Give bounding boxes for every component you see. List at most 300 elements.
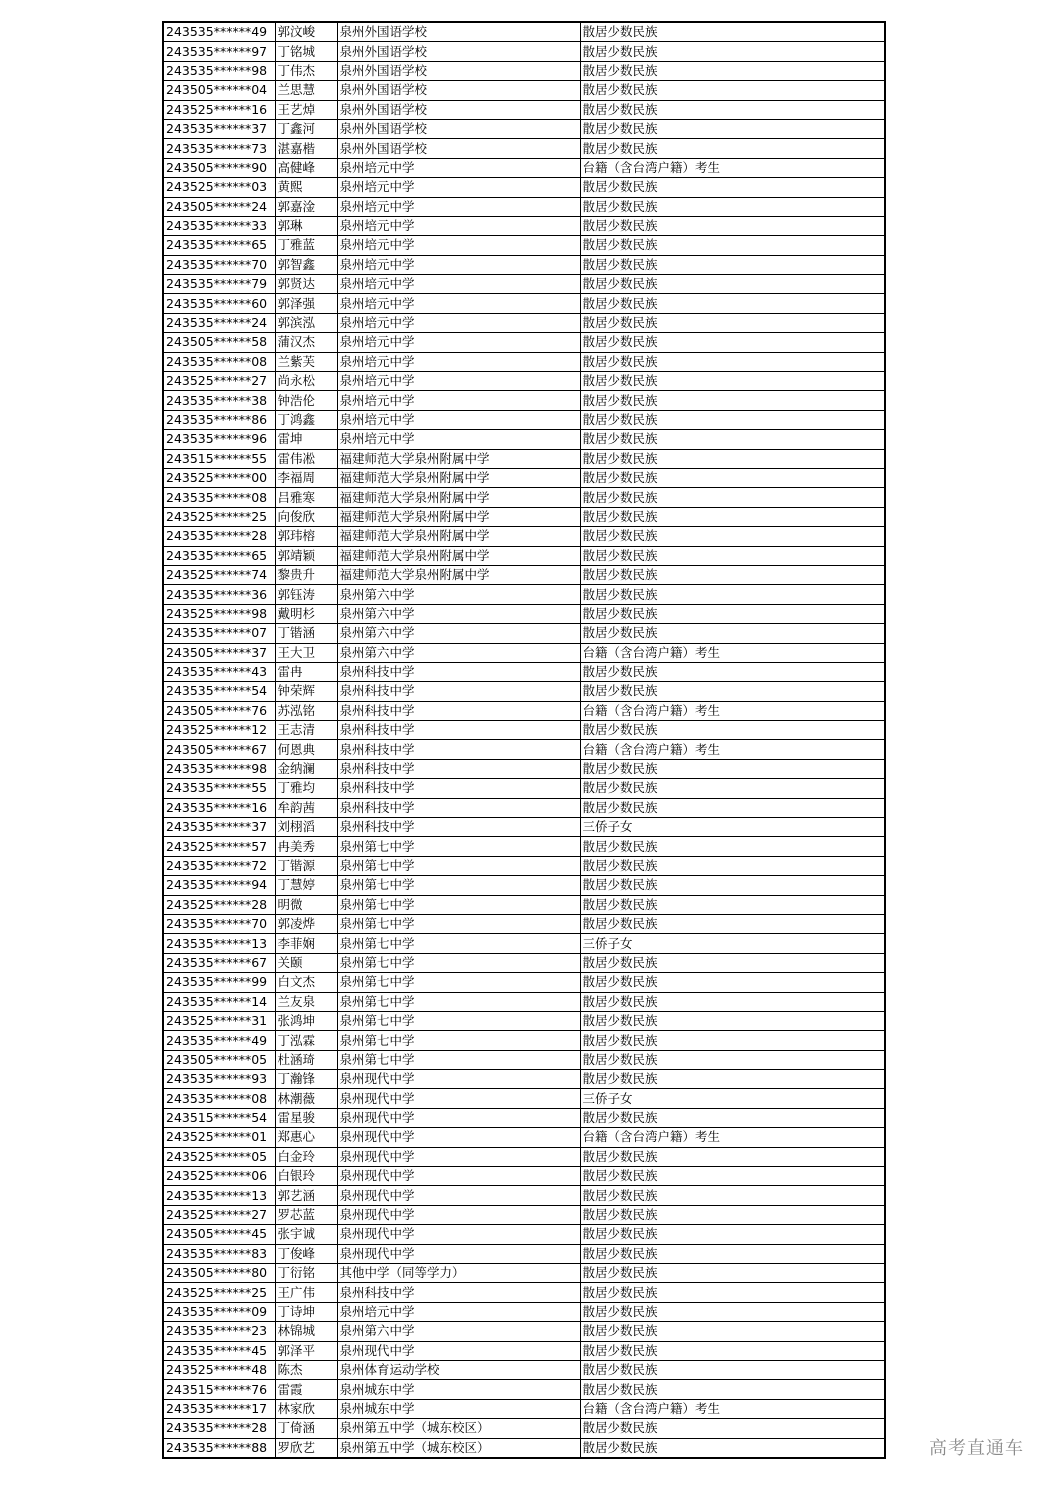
category-cell: 散居少数民族 xyxy=(580,333,884,352)
student-name-cell: 黄熙 xyxy=(275,178,337,197)
school-cell: 福建师范大学泉州附属中学 xyxy=(337,488,580,507)
table-row xyxy=(164,507,884,526)
school-cell: 泉州现代中学 xyxy=(337,1128,580,1147)
table-row xyxy=(164,1128,884,1147)
school-cell: 泉州第七中学 xyxy=(337,953,580,972)
table-row xyxy=(164,914,884,933)
table-row xyxy=(164,1147,884,1166)
candidate-id-cell: 243525******27 xyxy=(164,1205,275,1224)
candidate-id-cell: 243535******17 xyxy=(164,1399,275,1418)
school-cell: 泉州科技中学 xyxy=(337,701,580,720)
table-row xyxy=(164,197,884,216)
roster-table-body xyxy=(164,23,884,1457)
category-cell: 散居少数民族 xyxy=(580,430,884,449)
school-cell: 泉州现代中学 xyxy=(337,1205,580,1224)
category-cell: 散居少数民族 xyxy=(580,23,884,42)
category-cell: 散居少数民族 xyxy=(580,255,884,274)
student-name-cell: 丁雅蓝 xyxy=(275,236,337,255)
student-name-cell: 郭艺涵 xyxy=(275,1186,337,1205)
school-cell: 泉州培元中学 xyxy=(337,236,580,255)
school-cell: 福建师范大学泉州附属中学 xyxy=(337,449,580,468)
table-row xyxy=(164,1089,884,1108)
school-cell: 泉州第七中学 xyxy=(337,856,580,875)
category-cell: 散居少数民族 xyxy=(580,178,884,197)
category-cell: 三侨子女 xyxy=(580,1089,884,1108)
candidate-id-cell: 243525******16 xyxy=(164,100,275,119)
school-cell: 泉州外国语学校 xyxy=(337,23,580,42)
school-cell: 泉州培元中学 xyxy=(337,1302,580,1321)
category-cell: 散居少数民族 xyxy=(580,139,884,158)
student-name-cell: 丁雅均 xyxy=(275,779,337,798)
category-cell: 散居少数民族 xyxy=(580,721,884,740)
table-row xyxy=(164,953,884,972)
table-row xyxy=(164,1108,884,1127)
student-name-cell: 何恩典 xyxy=(275,740,337,759)
student-name-cell: 郭泽强 xyxy=(275,294,337,313)
category-cell: 散居少数民族 xyxy=(580,1283,884,1302)
student-name-cell: 戴明杉 xyxy=(275,604,337,623)
school-cell: 泉州科技中学 xyxy=(337,721,580,740)
table-row xyxy=(164,973,884,992)
student-name-cell: 李福周 xyxy=(275,468,337,487)
category-cell: 散居少数民族 xyxy=(580,507,884,526)
student-name-cell: 兰思慧 xyxy=(275,81,337,100)
table-row xyxy=(164,81,884,100)
table-row xyxy=(164,236,884,255)
candidate-id-cell: 243535******67 xyxy=(164,953,275,972)
school-cell: 泉州培元中学 xyxy=(337,158,580,177)
category-cell: 散居少数民族 xyxy=(580,759,884,778)
candidate-id-cell: 243505******67 xyxy=(164,740,275,759)
school-cell: 泉州第七中学 xyxy=(337,992,580,1011)
candidate-id-cell: 243535******94 xyxy=(164,876,275,895)
candidate-id-cell: 243525******06 xyxy=(164,1167,275,1186)
table-row xyxy=(164,275,884,294)
category-cell: 散居少数民族 xyxy=(580,1011,884,1030)
school-cell: 泉州现代中学 xyxy=(337,1225,580,1244)
candidate-id-cell: 243535******28 xyxy=(164,1419,275,1438)
student-name-cell: 郑惠心 xyxy=(275,1128,337,1147)
table-row xyxy=(164,721,884,740)
roster-table xyxy=(164,23,884,1457)
student-name-cell: 杜涵琦 xyxy=(275,1050,337,1069)
table-row xyxy=(164,100,884,119)
school-cell: 泉州现代中学 xyxy=(337,1108,580,1127)
table-row xyxy=(164,1264,884,1283)
student-name-cell: 丁倚涵 xyxy=(275,1419,337,1438)
category-cell: 散居少数民族 xyxy=(580,1380,884,1399)
table-row xyxy=(164,1283,884,1302)
student-name-cell: 郭凌烨 xyxy=(275,914,337,933)
category-cell: 散居少数民族 xyxy=(580,546,884,565)
category-cell: 散居少数民族 xyxy=(580,1360,884,1379)
candidate-id-cell: 243535******23 xyxy=(164,1322,275,1341)
school-cell: 泉州培元中学 xyxy=(337,275,580,294)
school-cell: 泉州外国语学校 xyxy=(337,61,580,80)
category-cell: 散居少数民族 xyxy=(580,1322,884,1341)
table-row xyxy=(164,934,884,953)
category-cell: 散居少数民族 xyxy=(580,372,884,391)
candidate-id-cell: 243535******70 xyxy=(164,255,275,274)
candidate-id-cell: 243505******05 xyxy=(164,1050,275,1069)
school-cell: 泉州科技中学 xyxy=(337,1283,580,1302)
table-row xyxy=(164,23,884,42)
student-name-cell: 钟荣辉 xyxy=(275,682,337,701)
table-row xyxy=(164,1050,884,1069)
category-cell: 散居少数民族 xyxy=(580,973,884,992)
category-cell: 散居少数民族 xyxy=(580,604,884,623)
student-name-cell: 王艺焯 xyxy=(275,100,337,119)
category-cell: 散居少数民族 xyxy=(580,391,884,410)
table-row xyxy=(164,1360,884,1379)
student-name-cell: 林家欣 xyxy=(275,1399,337,1418)
category-cell: 散居少数民族 xyxy=(580,1070,884,1089)
table-row xyxy=(164,313,884,332)
candidate-id-cell: 243535******49 xyxy=(164,1031,275,1050)
student-name-cell: 罗芯蓝 xyxy=(275,1205,337,1224)
candidate-id-cell: 243505******37 xyxy=(164,643,275,662)
student-name-cell: 林潮薇 xyxy=(275,1089,337,1108)
category-cell: 台籍（含台湾户籍）考生 xyxy=(580,1399,884,1418)
school-cell: 泉州外国语学校 xyxy=(337,139,580,158)
category-cell: 散居少数民族 xyxy=(580,81,884,100)
candidate-id-cell: 243505******04 xyxy=(164,81,275,100)
table-row xyxy=(164,1399,884,1418)
table-row xyxy=(164,1322,884,1341)
student-name-cell: 吕雅寒 xyxy=(275,488,337,507)
category-cell: 散居少数民族 xyxy=(580,1264,884,1283)
school-cell: 泉州第七中学 xyxy=(337,1031,580,1050)
table-row xyxy=(164,1341,884,1360)
student-name-cell: 丁诗坤 xyxy=(275,1302,337,1321)
table-row xyxy=(164,1302,884,1321)
school-cell: 泉州科技中学 xyxy=(337,662,580,681)
school-cell: 泉州培元中学 xyxy=(337,391,580,410)
candidate-id-cell: 243535******37 xyxy=(164,818,275,837)
table-row xyxy=(164,895,884,914)
student-name-cell: 丁鸿鑫 xyxy=(275,410,337,429)
candidate-id-cell: 243535******79 xyxy=(164,275,275,294)
school-cell: 泉州培元中学 xyxy=(337,430,580,449)
category-cell: 散居少数民族 xyxy=(580,1205,884,1224)
school-cell: 福建师范大学泉州附属中学 xyxy=(337,565,580,584)
candidate-id-cell: 243535******33 xyxy=(164,216,275,235)
student-name-cell: 兰友泉 xyxy=(275,992,337,1011)
candidate-id-cell: 243525******48 xyxy=(164,1360,275,1379)
category-cell: 散居少数民族 xyxy=(580,1167,884,1186)
school-cell: 泉州第七中学 xyxy=(337,876,580,895)
table-row xyxy=(164,837,884,856)
school-cell: 泉州外国语学校 xyxy=(337,119,580,138)
candidate-id-cell: 243525******05 xyxy=(164,1147,275,1166)
candidate-id-cell: 243505******58 xyxy=(164,333,275,352)
table-row xyxy=(164,1244,884,1263)
school-cell: 泉州外国语学校 xyxy=(337,100,580,119)
student-name-cell: 兰紫芙 xyxy=(275,352,337,371)
table-row xyxy=(164,139,884,158)
candidate-id-cell: 243535******07 xyxy=(164,624,275,643)
candidate-id-cell: 243525******98 xyxy=(164,604,275,623)
category-cell: 散居少数民族 xyxy=(580,1031,884,1050)
table-row xyxy=(164,701,884,720)
school-cell: 福建师范大学泉州附属中学 xyxy=(337,468,580,487)
school-cell: 泉州外国语学校 xyxy=(337,42,580,61)
category-cell: 台籍（含台湾户籍）考生 xyxy=(580,701,884,720)
student-name-cell: 郭靖颖 xyxy=(275,546,337,565)
table-row xyxy=(164,759,884,778)
table-row xyxy=(164,488,884,507)
student-name-cell: 白文杰 xyxy=(275,973,337,992)
category-cell: 散居少数民族 xyxy=(580,100,884,119)
student-name-cell: 金纳澜 xyxy=(275,759,337,778)
category-cell: 散居少数民族 xyxy=(580,1147,884,1166)
candidate-id-cell: 243535******08 xyxy=(164,488,275,507)
school-cell: 泉州培元中学 xyxy=(337,255,580,274)
candidate-id-cell: 243535******83 xyxy=(164,1244,275,1263)
category-cell: 散居少数民族 xyxy=(580,527,884,546)
category-cell: 散居少数民族 xyxy=(580,953,884,972)
school-cell: 福建师范大学泉州附属中学 xyxy=(337,527,580,546)
table-row xyxy=(164,740,884,759)
student-name-cell: 王志清 xyxy=(275,721,337,740)
student-name-cell: 湛嘉楷 xyxy=(275,139,337,158)
category-cell: 散居少数民族 xyxy=(580,895,884,914)
category-cell: 散居少数民族 xyxy=(580,449,884,468)
table-row xyxy=(164,255,884,274)
student-name-cell: 郭嘉淦 xyxy=(275,197,337,216)
category-cell: 台籍（含台湾户籍）考生 xyxy=(580,1128,884,1147)
table-row xyxy=(164,1031,884,1050)
student-name-cell: 刘栩滔 xyxy=(275,818,337,837)
table-row xyxy=(164,158,884,177)
table-row xyxy=(164,527,884,546)
category-cell: 散居少数民族 xyxy=(580,565,884,584)
student-name-cell: 郭智鑫 xyxy=(275,255,337,274)
school-cell: 泉州培元中学 xyxy=(337,372,580,391)
table-row xyxy=(164,178,884,197)
category-cell: 散居少数民族 xyxy=(580,352,884,371)
candidate-id-cell: 243535******70 xyxy=(164,914,275,933)
category-cell: 散居少数民族 xyxy=(580,313,884,332)
table-row xyxy=(164,818,884,837)
student-name-cell: 郭贤达 xyxy=(275,275,337,294)
school-cell: 泉州第六中学 xyxy=(337,604,580,623)
student-name-cell: 王大卫 xyxy=(275,643,337,662)
table-row xyxy=(164,430,884,449)
category-cell: 散居少数民族 xyxy=(580,1302,884,1321)
candidate-id-cell: 243515******55 xyxy=(164,449,275,468)
watermark-text: 高考直通车 xyxy=(929,1438,1024,1459)
student-name-cell: 冉美秀 xyxy=(275,837,337,856)
category-cell: 散居少数民族 xyxy=(580,119,884,138)
student-name-cell: 郭汶峻 xyxy=(275,23,337,42)
school-cell: 泉州城东中学 xyxy=(337,1399,580,1418)
category-cell: 三侨子女 xyxy=(580,934,884,953)
candidate-id-cell: 243525******00 xyxy=(164,468,275,487)
student-name-cell: 郭玮榕 xyxy=(275,527,337,546)
school-cell: 福建师范大学泉州附属中学 xyxy=(337,507,580,526)
school-cell: 泉州第七中学 xyxy=(337,1050,580,1069)
school-cell: 泉州培元中学 xyxy=(337,216,580,235)
student-name-cell: 陈杰 xyxy=(275,1360,337,1379)
student-name-cell: 雷伟凇 xyxy=(275,449,337,468)
school-cell: 泉州第五中学（城东校区） xyxy=(337,1438,580,1457)
roster-table-frame xyxy=(162,21,886,1459)
student-name-cell: 雷坤 xyxy=(275,430,337,449)
table-row xyxy=(164,585,884,604)
category-cell: 散居少数民族 xyxy=(580,779,884,798)
candidate-id-cell: 243535******98 xyxy=(164,759,275,778)
candidate-id-cell: 243525******31 xyxy=(164,1011,275,1030)
category-cell: 散居少数民族 xyxy=(580,1225,884,1244)
candidate-id-cell: 243505******24 xyxy=(164,197,275,216)
table-row xyxy=(164,1167,884,1186)
candidate-id-cell: 243535******28 xyxy=(164,527,275,546)
table-row xyxy=(164,662,884,681)
student-name-cell: 丁锴涵 xyxy=(275,624,337,643)
student-name-cell: 白银玲 xyxy=(275,1167,337,1186)
candidate-id-cell: 243535******24 xyxy=(164,313,275,332)
table-row xyxy=(164,1011,884,1030)
table-row xyxy=(164,565,884,584)
school-cell: 泉州培元中学 xyxy=(337,197,580,216)
school-cell: 泉州第七中学 xyxy=(337,895,580,914)
school-cell: 泉州科技中学 xyxy=(337,759,580,778)
candidate-id-cell: 243535******60 xyxy=(164,294,275,313)
candidate-id-cell: 243525******27 xyxy=(164,372,275,391)
student-name-cell: 丁俊峰 xyxy=(275,1244,337,1263)
candidate-id-cell: 243535******88 xyxy=(164,1438,275,1457)
table-row xyxy=(164,546,884,565)
candidate-id-cell: 243535******54 xyxy=(164,682,275,701)
table-row xyxy=(164,856,884,875)
school-cell: 泉州第七中学 xyxy=(337,914,580,933)
school-cell: 其他中学（同等学力） xyxy=(337,1264,580,1283)
student-name-cell: 丁慧婷 xyxy=(275,876,337,895)
category-cell: 散居少数民族 xyxy=(580,488,884,507)
table-row xyxy=(164,333,884,352)
student-name-cell: 苏泓铭 xyxy=(275,701,337,720)
candidate-id-cell: 243525******25 xyxy=(164,507,275,526)
category-cell: 台籍（含台湾户籍）考生 xyxy=(580,158,884,177)
student-name-cell: 丁鑫河 xyxy=(275,119,337,138)
table-row xyxy=(164,604,884,623)
category-cell: 散居少数民族 xyxy=(580,682,884,701)
candidate-id-cell: 243535******73 xyxy=(164,139,275,158)
category-cell: 散居少数民族 xyxy=(580,468,884,487)
student-name-cell: 郭滨泓 xyxy=(275,313,337,332)
student-name-cell: 郭钰涛 xyxy=(275,585,337,604)
school-cell: 泉州科技中学 xyxy=(337,779,580,798)
school-cell: 泉州第五中学（城东校区） xyxy=(337,1419,580,1438)
school-cell: 泉州现代中学 xyxy=(337,1089,580,1108)
school-cell: 泉州现代中学 xyxy=(337,1244,580,1263)
student-name-cell: 尚永松 xyxy=(275,372,337,391)
school-cell: 泉州科技中学 xyxy=(337,682,580,701)
student-name-cell: 黎贵升 xyxy=(275,565,337,584)
category-cell: 散居少数民族 xyxy=(580,662,884,681)
school-cell: 泉州外国语学校 xyxy=(337,81,580,100)
school-cell: 泉州科技中学 xyxy=(337,798,580,817)
candidate-id-cell: 243525******74 xyxy=(164,565,275,584)
category-cell: 散居少数民族 xyxy=(580,914,884,933)
student-name-cell: 牟韵茜 xyxy=(275,798,337,817)
category-cell: 台籍（含台湾户籍）考生 xyxy=(580,643,884,662)
school-cell: 泉州第六中学 xyxy=(337,585,580,604)
category-cell: 散居少数民族 xyxy=(580,585,884,604)
student-name-cell: 丁瀚锋 xyxy=(275,1070,337,1089)
candidate-id-cell: 243535******13 xyxy=(164,1186,275,1205)
category-cell: 散居少数民族 xyxy=(580,61,884,80)
student-name-cell: 钟浩伦 xyxy=(275,391,337,410)
category-cell: 散居少数民族 xyxy=(580,1341,884,1360)
category-cell: 散居少数民族 xyxy=(580,837,884,856)
student-name-cell: 蒲汉杰 xyxy=(275,333,337,352)
school-cell: 泉州第六中学 xyxy=(337,1322,580,1341)
category-cell: 散居少数民族 xyxy=(580,856,884,875)
student-name-cell: 王广伟 xyxy=(275,1283,337,1302)
candidate-id-cell: 243535******55 xyxy=(164,779,275,798)
table-row xyxy=(164,42,884,61)
candidate-id-cell: 243505******45 xyxy=(164,1225,275,1244)
table-row xyxy=(164,119,884,138)
candidate-id-cell: 243535******43 xyxy=(164,662,275,681)
school-cell: 泉州培元中学 xyxy=(337,333,580,352)
table-row xyxy=(164,643,884,662)
student-name-cell: 丁铭城 xyxy=(275,42,337,61)
table-row xyxy=(164,216,884,235)
school-cell: 泉州科技中学 xyxy=(337,818,580,837)
candidate-id-cell: 243535******93 xyxy=(164,1070,275,1089)
category-cell: 散居少数民族 xyxy=(580,992,884,1011)
table-row xyxy=(164,779,884,798)
school-cell: 泉州现代中学 xyxy=(337,1070,580,1089)
student-name-cell: 高健峰 xyxy=(275,158,337,177)
table-row xyxy=(164,391,884,410)
school-cell: 泉州第七中学 xyxy=(337,934,580,953)
candidate-id-cell: 243535******49 xyxy=(164,23,275,42)
student-name-cell: 张鸿坤 xyxy=(275,1011,337,1030)
category-cell: 散居少数民族 xyxy=(580,294,884,313)
school-cell: 泉州现代中学 xyxy=(337,1341,580,1360)
table-row xyxy=(164,624,884,643)
candidate-id-cell: 243535******72 xyxy=(164,856,275,875)
student-name-cell: 丁锴源 xyxy=(275,856,337,875)
category-cell: 三侨子女 xyxy=(580,818,884,837)
school-cell: 泉州科技中学 xyxy=(337,740,580,759)
candidate-id-cell: 243505******80 xyxy=(164,1264,275,1283)
candidate-id-cell: 243525******57 xyxy=(164,837,275,856)
table-row xyxy=(164,1186,884,1205)
candidate-id-cell: 243535******65 xyxy=(164,546,275,565)
candidate-id-cell: 243505******76 xyxy=(164,701,275,720)
table-row xyxy=(164,1438,884,1457)
candidate-id-cell: 243515******76 xyxy=(164,1380,275,1399)
table-row xyxy=(164,372,884,391)
candidate-id-cell: 243535******99 xyxy=(164,973,275,992)
candidate-id-cell: 243535******08 xyxy=(164,352,275,371)
table-row xyxy=(164,1380,884,1399)
school-cell: 泉州第七中学 xyxy=(337,973,580,992)
category-cell: 台籍（含台湾户籍）考生 xyxy=(580,740,884,759)
school-cell: 福建师范大学泉州附属中学 xyxy=(337,546,580,565)
table-row xyxy=(164,1070,884,1089)
candidate-id-cell: 243525******03 xyxy=(164,178,275,197)
student-name-cell: 张宇诚 xyxy=(275,1225,337,1244)
candidate-id-cell: 243525******25 xyxy=(164,1283,275,1302)
school-cell: 泉州现代中学 xyxy=(337,1147,580,1166)
student-name-cell: 明微 xyxy=(275,895,337,914)
